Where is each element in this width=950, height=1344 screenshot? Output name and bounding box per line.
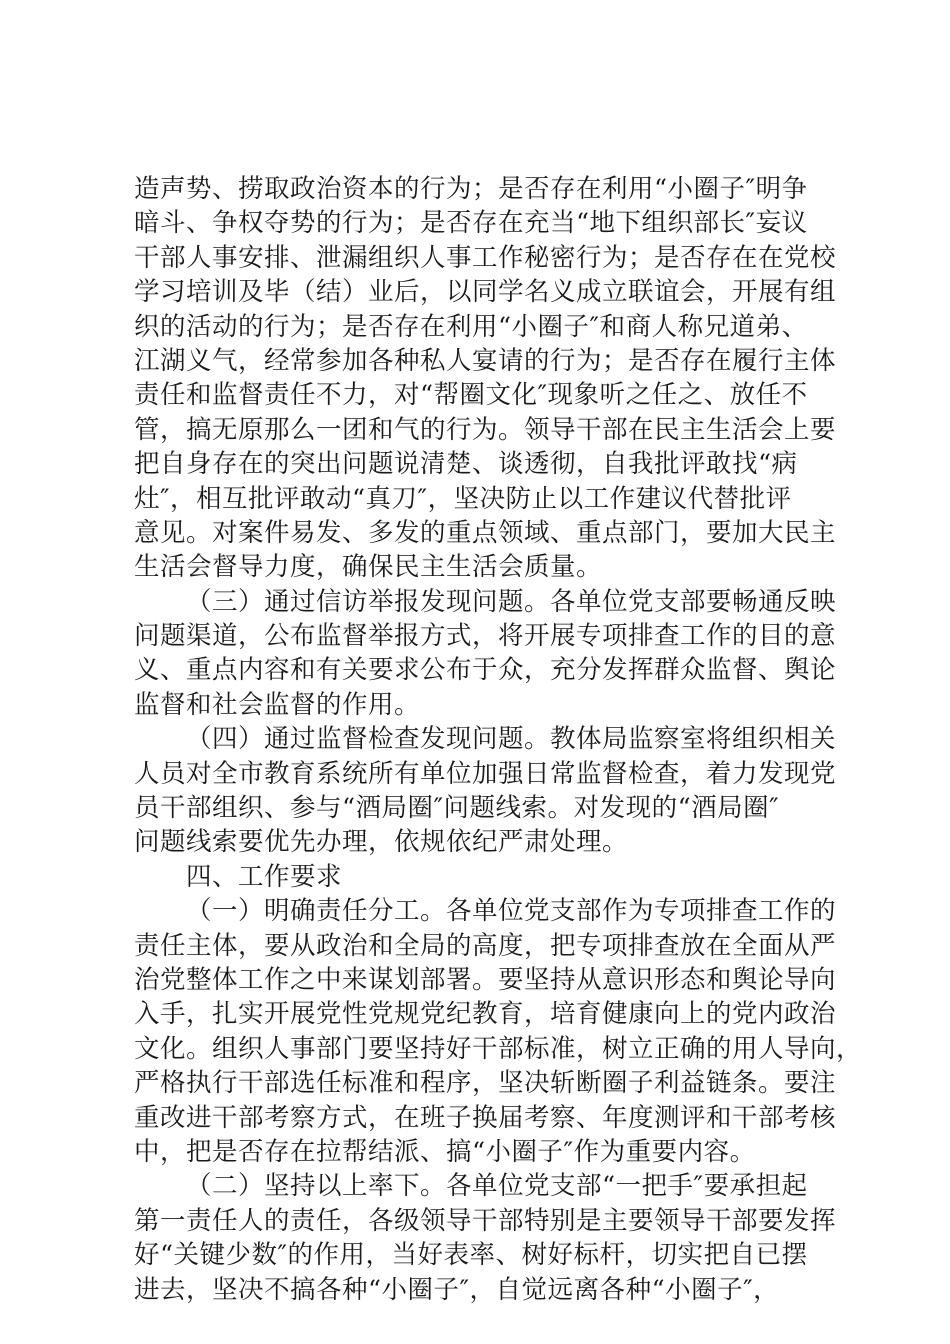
text-line: 织的活动的行为；是否存在利用“小圈子″和商人称兄道弟、	[134, 311, 808, 342]
text-line: 监督和社会监督的作用。	[134, 689, 421, 720]
text-line: 问题渠道，公布监督举报方式，将开展专项排查工作的目的意	[134, 621, 837, 652]
text-line: 把自身存在的突出问题说清楚、谈透彻，自我批评敢找“病	[134, 449, 798, 480]
text-line: 第一责任人的责任，各级领导干部特别是主要领导干部要发挥	[134, 1205, 837, 1236]
text-line: 进去，坚决不搞各种“小圈子″，自觉远离各种“小圈子″，	[134, 1274, 780, 1305]
text-line: 责任主体，要从政治和全局的高度，把专项排查放在全面从严	[134, 930, 837, 961]
text-line: 学习培训及毕（结）业后，以同学名义成立联谊会，开展有组	[134, 277, 837, 308]
text-line: 员干部组织、参与“酒局圈″问题线索。对发现的“酒局圈″	[134, 793, 780, 824]
text-line: 文化。组织人事部门要坚持好干部标准，树立正确的用人导向，	[134, 1033, 863, 1064]
text-line: 责任和监督责任不力，对“帮圈文化″现象听之任之、放任不	[134, 380, 808, 411]
text-line: 造声势、捞取政治资本的行为；是否存在利用“小圈子″明争	[134, 174, 808, 204]
text-line: 生活会督导力度，确保民主生活会质量。	[134, 552, 603, 583]
document-body	[134, 172, 863, 1307]
section-heading: 四、工作要求	[186, 861, 343, 892]
text-line: 管，搞无原那么一团和气的行为。领导干部在民主生活会上要	[134, 414, 837, 445]
text-line: 入手，扎实开展党性党规党纪教育，培育健康向上的党内政治	[134, 999, 837, 1030]
text-line: 暗斗、争权夺势的行为；是否存在充当“地下组织部长″妄议	[134, 208, 808, 239]
paragraph-start-line: （一）明确责任分工。各单位党支部作为专项排查工作的	[186, 896, 837, 927]
text-line: 意见。对案件易发、多发的重点领域、重点部门，要加大民主	[134, 517, 837, 548]
text-line: 人员对全市教育系统所有单位加强日常监督检查，着力发现党	[134, 758, 837, 789]
text-line: 中，把是否存在拉帮结派、搞“小圈子″作为重要内容。	[134, 1136, 756, 1167]
text-line: 严格执行干部选任标准和程序，坚决斩断圈子利益链条。要注	[134, 1068, 837, 1099]
paragraph-start-line: （三）通过信访举报发现问题。各单位党支部要畅通反映	[186, 586, 837, 617]
paragraph-start-line: （四）通过监督检查发现问题。教体局监察室将组织相关	[186, 724, 837, 755]
text-line: 治党整体工作之中来谋划部署。要坚持从意识形态和舆论导向	[134, 964, 837, 995]
text-line: 好“关键少数″的作用，当好表率、树好标杆，切实把自已摆	[134, 1240, 808, 1271]
text-line: 义、重点内容和有关要求公布于众，充分发挥群众监督、舆论	[134, 655, 837, 686]
text-line: 灶″，相互批评敢动“真刀″，坚决防止以工作建议代替批评	[134, 483, 792, 514]
text-line: 干部人事安排、泄漏组织人事工作秘密行为；是否存在在党校	[134, 242, 837, 273]
text-line: 江湖义气，经常参加各种私人宴请的行为；是否存在履行主体	[134, 345, 837, 376]
paragraph-start-line: （二）坚持以上率下。各单位党支部“一把手″要承担起	[186, 1171, 808, 1202]
text-line: 问题线索要优先办理，依规依纪严肃处理。	[134, 827, 629, 858]
text-line: 重改进干部考察方式，在班子换届考察、年度测评和干部考核	[134, 1102, 837, 1133]
